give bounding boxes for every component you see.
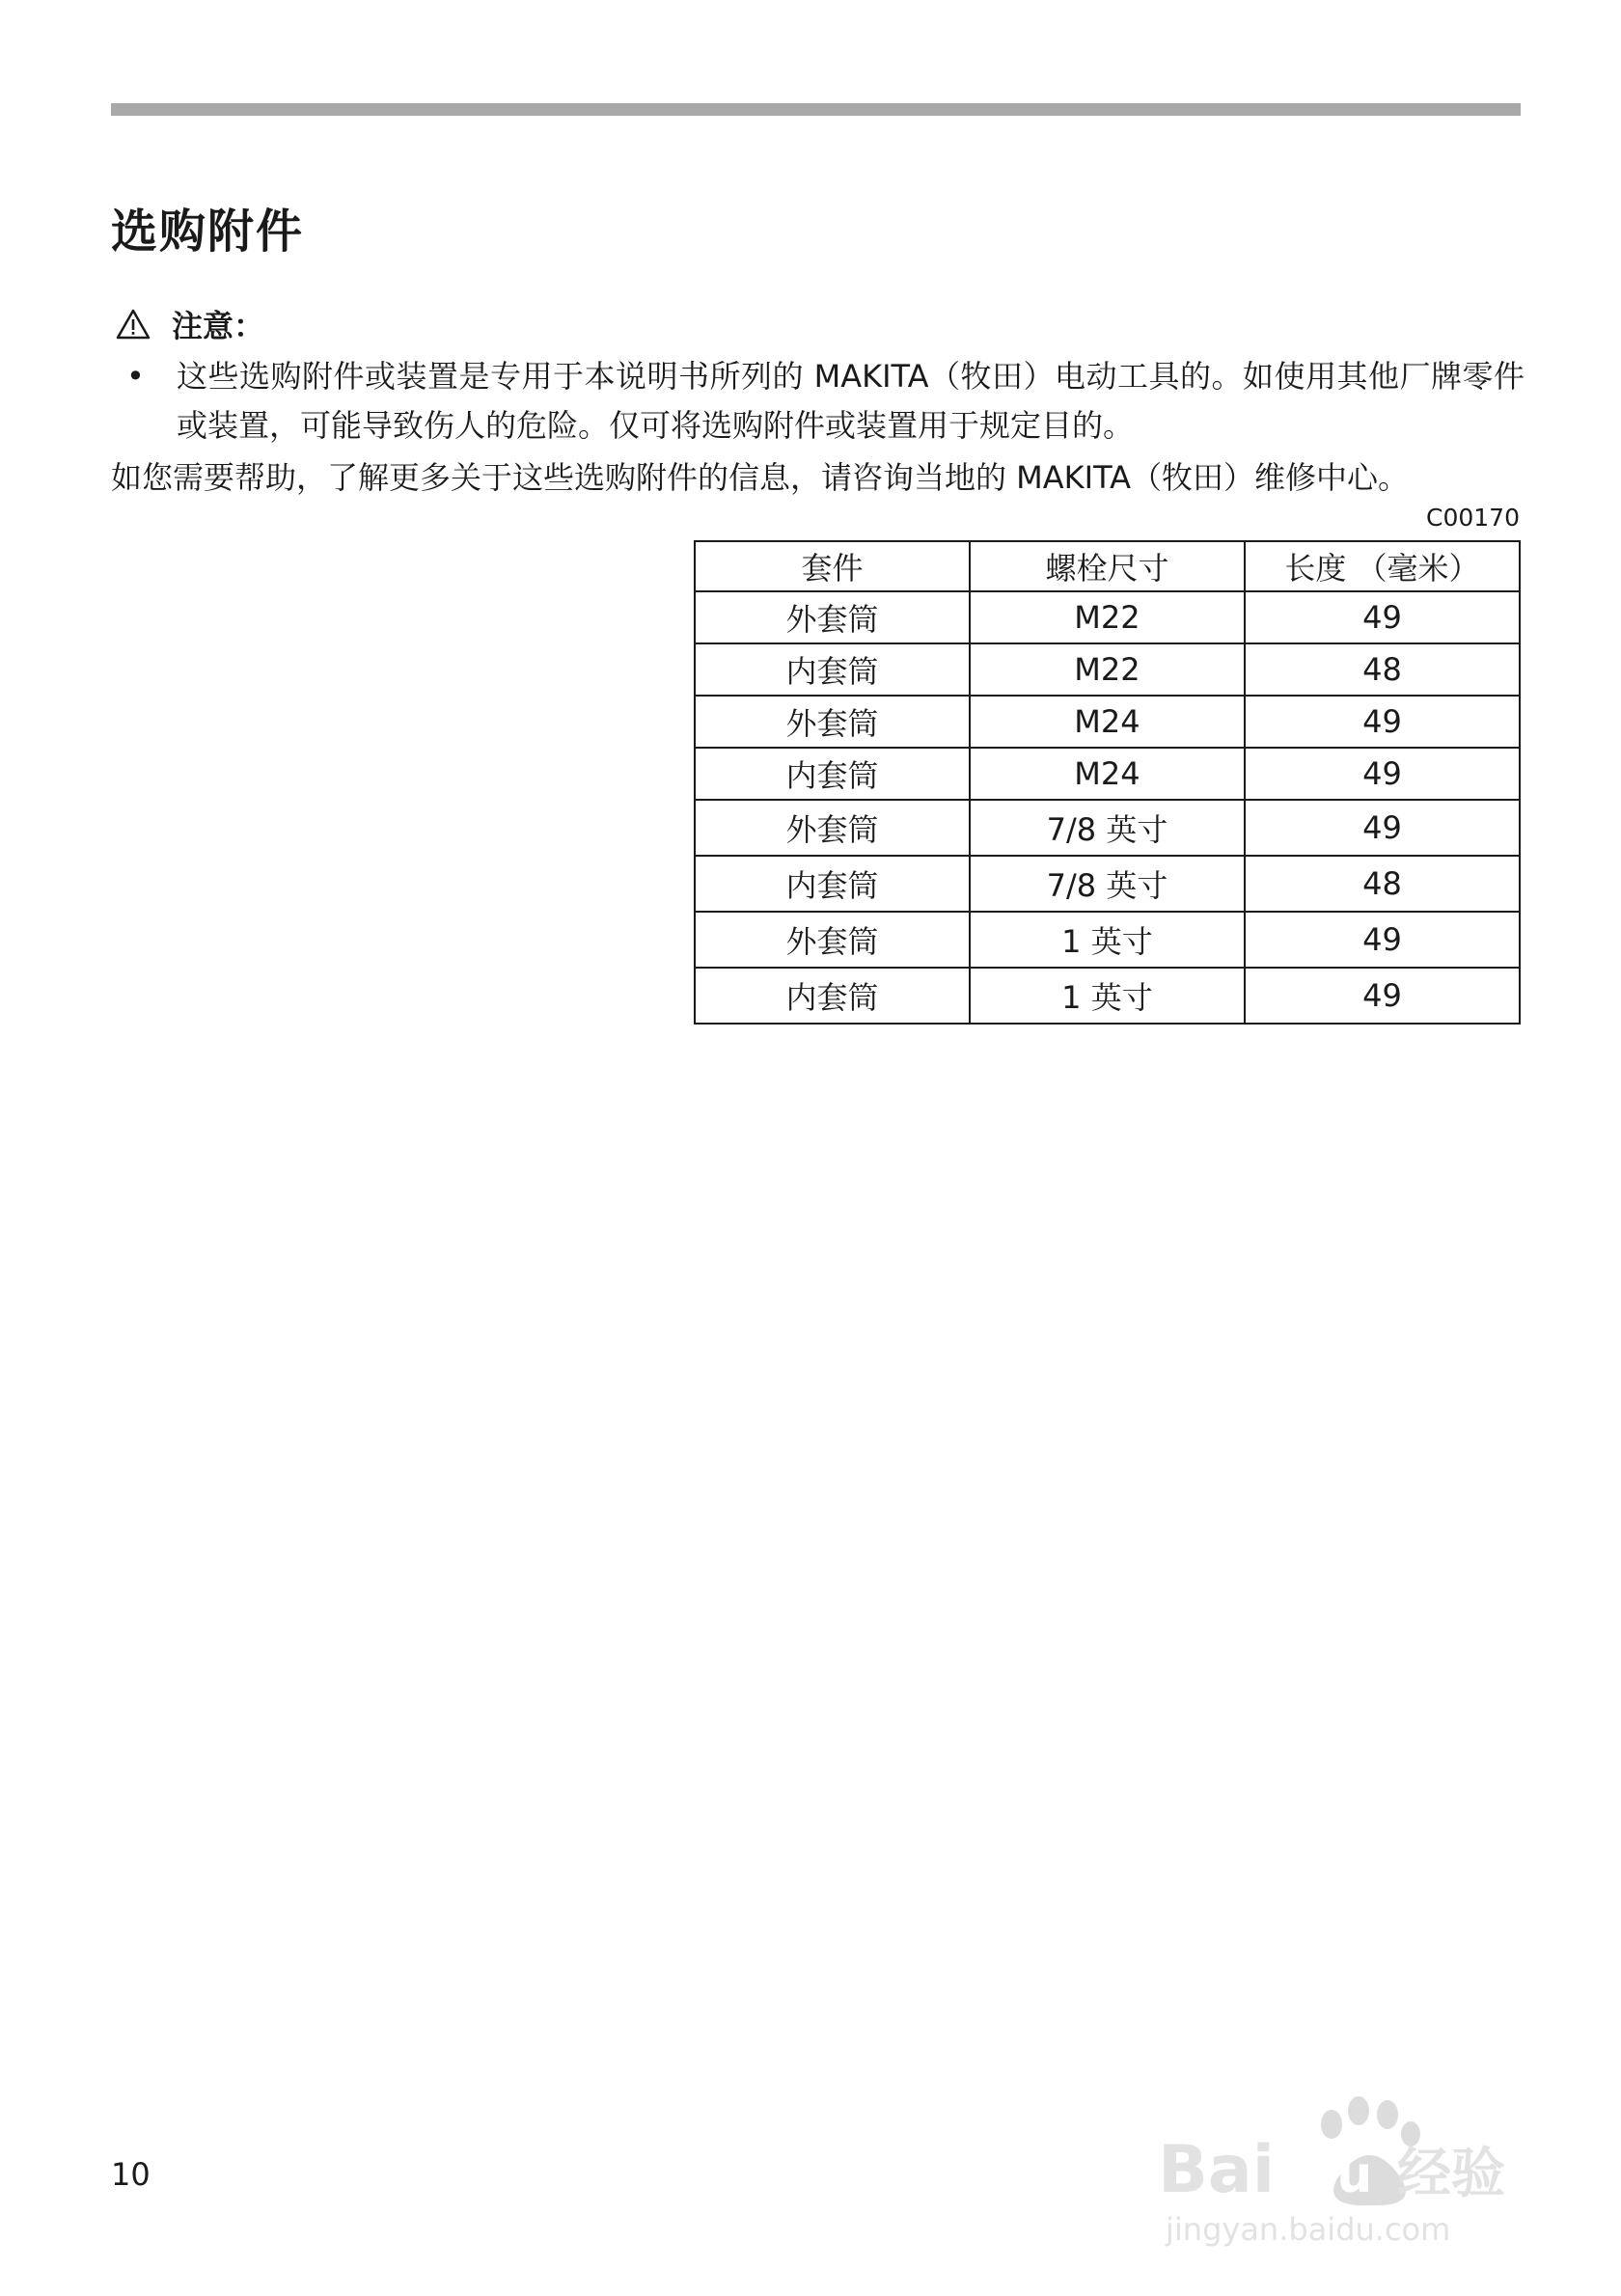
table-row: [695, 643, 1520, 696]
cell-bolt-size: M22: [970, 591, 1245, 643]
watermark-url: jingyan.baidu.com: [1166, 2211, 1451, 2248]
document-code: C00170: [1426, 504, 1520, 532]
cell-kit: 内套筒: [695, 643, 970, 696]
cell-bolt-size: M24: [970, 748, 1245, 800]
warning-triangle-icon: [116, 309, 151, 340]
header-bolt-size: 螺栓尺寸: [970, 541, 1245, 591]
cell-length: 49: [1245, 968, 1520, 1024]
table-row: [695, 912, 1520, 968]
caution-label: 注意：: [172, 308, 265, 344]
cell-bolt-size: 1 英寸: [970, 968, 1245, 1024]
top-divider: [111, 103, 1521, 116]
bullet-text: 这些选购附件或装置是专用于本说明书所列的 MAKITA（牧田）电动工具的。如使用其他厂牌零件或装置，可能导致伤人的危险。仅可将选购附件或装置用于规定目的。: [177, 358, 1525, 444]
table-row: [695, 800, 1520, 856]
cell-length: 49: [1245, 912, 1520, 968]
cell-bolt-size: M22: [970, 643, 1245, 696]
cell-length: 48: [1245, 856, 1520, 912]
cell-bolt-size: 7/8 英寸: [970, 856, 1245, 912]
table-row: [695, 748, 1520, 800]
cell-bolt-size: 7/8 英寸: [970, 800, 1245, 856]
cell-kit: 外套筒: [695, 591, 970, 643]
help-paragraph: 如您需要帮助，了解更多关于这些选购附件的信息，请咨询当地的 MAKITA（牧田）维修中心。: [111, 459, 1410, 496]
cell-kit: 内套筒: [695, 968, 970, 1024]
table-row: [695, 591, 1520, 643]
table-row: [695, 856, 1520, 912]
table-header-row: [695, 541, 1520, 591]
cell-length: 48: [1245, 643, 1520, 696]
baidu-watermark-logo: [1139, 2064, 1544, 2257]
caution-bullet: [121, 352, 1525, 451]
cell-length: 49: [1245, 696, 1520, 748]
cell-kit: 内套筒: [695, 856, 970, 912]
cell-kit: 外套筒: [695, 696, 970, 748]
accessory-table: [694, 540, 1521, 1025]
caution-heading: [116, 302, 264, 346]
header-kit: 套件: [695, 541, 970, 591]
cell-kit: 外套筒: [695, 912, 970, 968]
cell-bolt-size: M24: [970, 696, 1245, 748]
table-row: [695, 696, 1520, 748]
cell-kit: 内套筒: [695, 748, 970, 800]
watermark-suffix: 经验: [1397, 2143, 1505, 2205]
watermark-brand: Bai: [1158, 2132, 1276, 2208]
cell-length: 49: [1245, 748, 1520, 800]
bullet-symbol: •: [126, 358, 145, 395]
table-row: [695, 968, 1520, 1024]
page-number: 10: [111, 2156, 151, 2193]
watermark-brand-highlight: du: [1301, 2146, 1373, 2204]
cell-kit: 外套筒: [695, 800, 970, 856]
header-length: 长度 （毫米）: [1245, 541, 1520, 591]
cell-bolt-size: 1 英寸: [970, 912, 1245, 968]
cell-length: 49: [1245, 591, 1520, 643]
page-title: 选购附件: [111, 205, 305, 259]
cell-length: 49: [1245, 800, 1520, 856]
